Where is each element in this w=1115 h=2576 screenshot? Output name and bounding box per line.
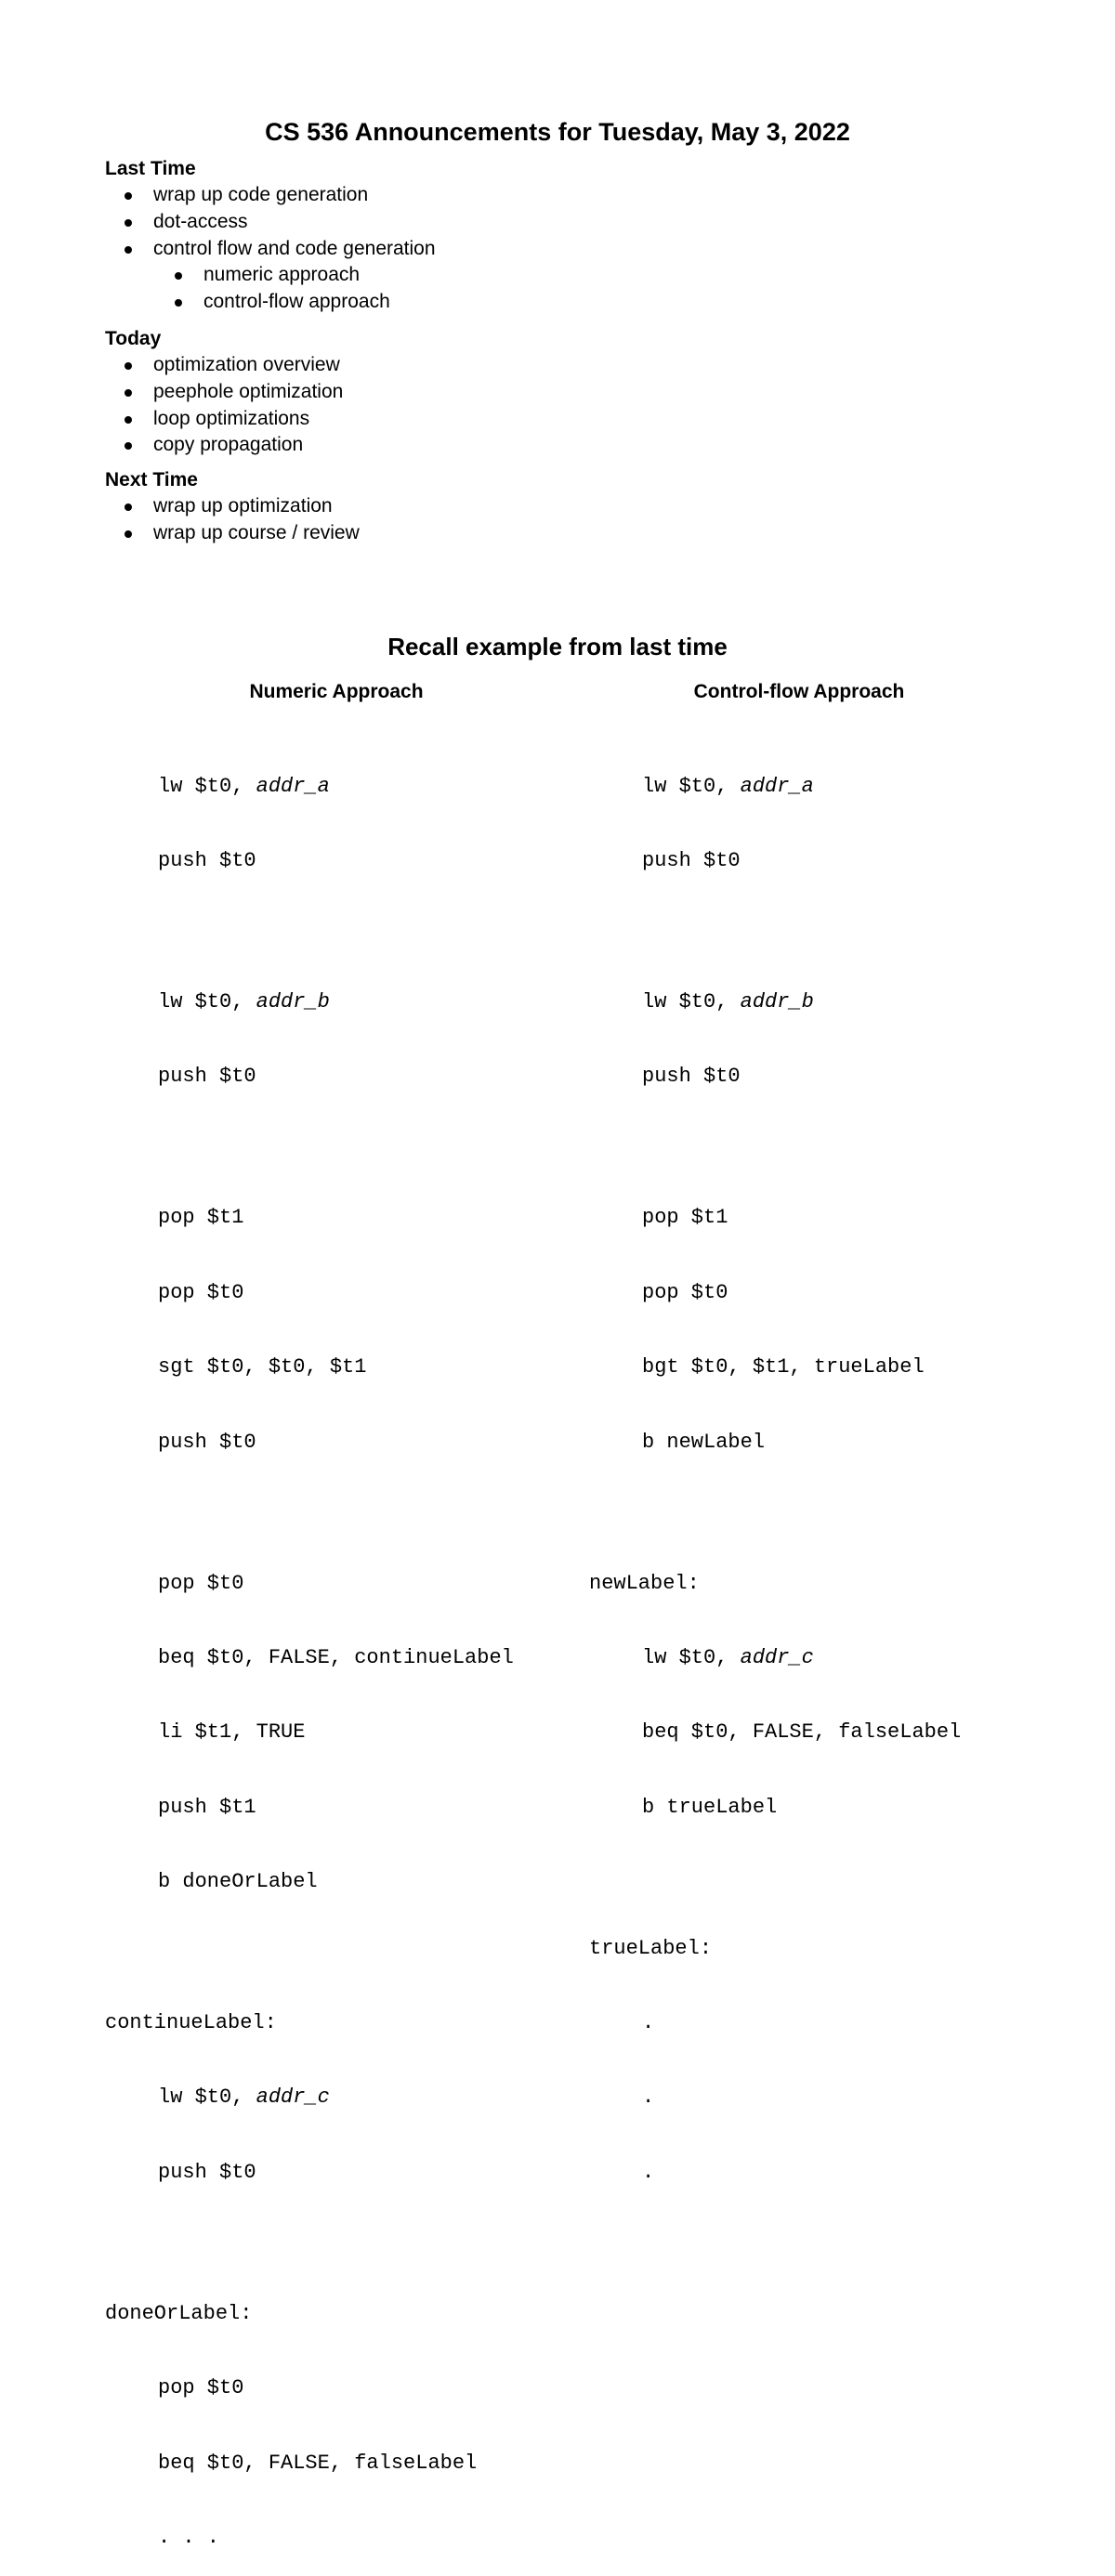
code-line: pop $t0: [158, 2376, 244, 2400]
list-item: dot-access: [105, 209, 848, 236]
code-arg: addr_a: [740, 774, 814, 798]
code-arg: addr_c: [256, 2086, 330, 2110]
code-line: pop $t0: [158, 1571, 244, 1595]
recall-title: Recall example from last time: [387, 633, 728, 660]
list-item: wrap up course / review: [105, 520, 848, 547]
list-item: peephole optimization: [105, 379, 848, 406]
code-line: lw $t0,: [158, 774, 256, 798]
numeric-approach-heading: Numeric Approach: [249, 681, 424, 702]
code-line: b trueLabel: [642, 1795, 778, 1819]
code-line: beq $t0, FALSE, continueLabel: [158, 1645, 514, 1669]
code-ellipsis: .: [642, 2011, 655, 2035]
last-time-list: [105, 182, 848, 316]
list-item: wrap up optimization: [105, 493, 848, 520]
code-arg: addr_a: [256, 774, 330, 798]
code-line: b doneOrLabel: [158, 1870, 318, 1894]
today-heading: Today: [105, 328, 162, 349]
code-line: beq $t0, FALSE, falseLabel: [642, 1720, 962, 1745]
code-line: sgt $t0, $t0, $t1: [158, 1355, 367, 1380]
list-item: optimization overview: [105, 352, 848, 379]
code-line: push $t0: [158, 1065, 256, 1089]
code-ellipsis: . . .: [158, 2525, 220, 2549]
numeric-code-block: [105, 725, 514, 2576]
code-line: push $t0: [642, 1065, 741, 1089]
list-item: control flow and code generation: [105, 236, 848, 263]
code-line: push $t0: [158, 1430, 256, 1454]
code-line: lw $t0,: [158, 989, 256, 1013]
code-ellipsis: .: [642, 2160, 655, 2184]
next-time-section: [105, 467, 848, 547]
list-item: loop optimizations: [105, 406, 848, 433]
code-label: doneOrLabel:: [105, 2301, 253, 2325]
code-line: pop $t1: [158, 1206, 244, 1230]
code-line: li $t1, TRUE: [158, 1720, 306, 1745]
page-title: CS 536 Announcements for Tuesday, May 3, 2022: [265, 118, 850, 146]
next-time-list: [105, 493, 848, 547]
code-line: beq $t0, FALSE, falseLabel: [158, 2451, 478, 2475]
code-line: lw $t0,: [642, 1645, 741, 1669]
code-line: pop $t0: [158, 1280, 244, 1304]
code-arg: addr_b: [740, 989, 814, 1013]
code-line: bgt $t0, $t1, trueLabel: [642, 1355, 925, 1380]
code-line: pop $t1: [642, 1206, 728, 1230]
sub-list-item: control-flow approach: [105, 289, 848, 316]
code-line: b newLabel: [642, 1430, 766, 1454]
code-ellipsis: .: [642, 2086, 655, 2110]
last-time-heading: Last Time: [105, 158, 196, 179]
code-line: push $t0: [158, 848, 256, 872]
list-item: copy propagation: [105, 432, 848, 459]
code-line: push $t0: [158, 2160, 256, 2184]
code-arg: addr_c: [740, 1645, 814, 1669]
code-line: pop $t0: [642, 1280, 728, 1304]
code-arg: addr_b: [256, 989, 330, 1013]
code-line: lw $t0,: [642, 989, 741, 1013]
code-label: newLabel:: [589, 1571, 700, 1595]
control-flow-approach-heading: Control-flow Approach: [693, 681, 905, 702]
code-label: continueLabel:: [105, 2011, 277, 2035]
next-time-heading: Next Time: [105, 469, 198, 490]
today-list: [105, 352, 848, 459]
code-label: trueLabel:: [589, 1936, 713, 1960]
code-line: push $t1: [158, 1795, 256, 1819]
sub-list-item: numeric approach: [105, 262, 848, 289]
code-line: lw $t0,: [642, 774, 741, 798]
code-line: push $t0: [642, 848, 741, 872]
today-section: [105, 326, 848, 459]
list-item: wrap up code generation: [105, 182, 848, 209]
last-time-section: [105, 156, 848, 316]
control-flow-code-block: [589, 725, 961, 2210]
code-line: lw $t0,: [158, 2086, 256, 2110]
